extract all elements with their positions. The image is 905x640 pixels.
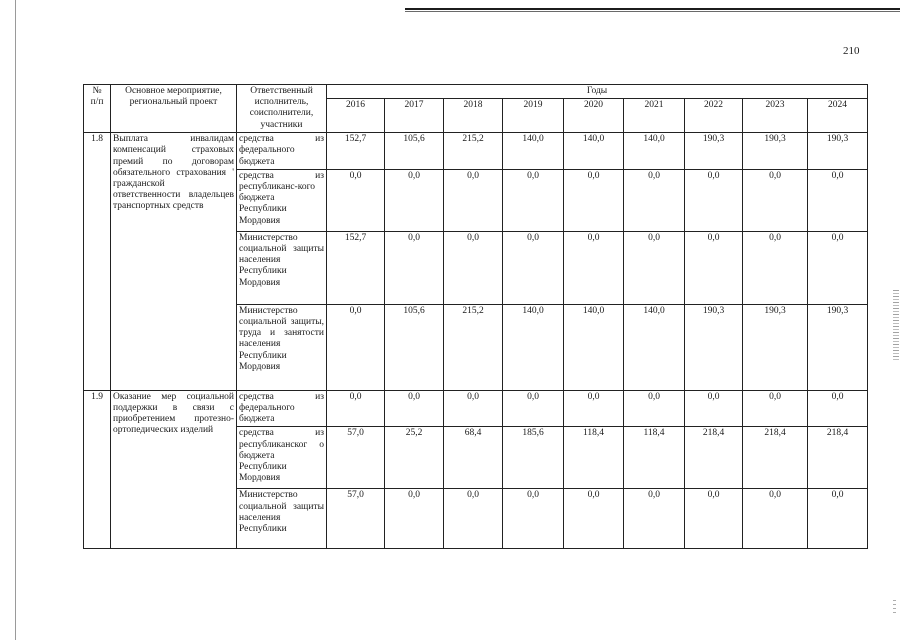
value-cell-2023: 190,3 bbox=[743, 133, 808, 170]
value-cell-2024: 0,0 bbox=[808, 390, 868, 427]
budget-table bbox=[83, 84, 868, 549]
header-num: № п/п bbox=[84, 85, 111, 133]
header-year-2024: 2024 bbox=[808, 99, 868, 133]
value-cell-2023: 0,0 bbox=[743, 231, 808, 304]
responsible-party: средства из федерального бюджета bbox=[237, 390, 327, 427]
value-cell-2019: 0,0 bbox=[503, 390, 564, 427]
value-cell-2021: 0,0 bbox=[624, 169, 685, 231]
value-cell-2017: 0,0 bbox=[385, 231, 444, 304]
value-cell-2023: 0,0 bbox=[743, 489, 808, 549]
value-cell-2021: 140,0 bbox=[624, 133, 685, 170]
value-cell-2016: 0,0 bbox=[327, 304, 385, 390]
value-cell-2018: 215,2 bbox=[444, 304, 503, 390]
value-cell-2022: 0,0 bbox=[685, 169, 743, 231]
header-year-2016: 2016 bbox=[327, 99, 385, 133]
page-number: 210 bbox=[843, 45, 860, 57]
value-cell-2024: 218,4 bbox=[808, 427, 868, 489]
value-cell-2018: 215,2 bbox=[444, 133, 503, 170]
value-cell-2017: 105,6 bbox=[385, 133, 444, 170]
header-activity: Основное мероприятие, региональный проект bbox=[111, 85, 237, 133]
table-row bbox=[84, 133, 868, 170]
value-cell-2022: 190,3 bbox=[685, 133, 743, 170]
table-header bbox=[84, 85, 868, 133]
value-cell-2021: 140,0 bbox=[624, 304, 685, 390]
header-year-2017: 2017 bbox=[385, 99, 444, 133]
value-cell-2024: 190,3 bbox=[808, 304, 868, 390]
header-year-2020: 2020 bbox=[564, 99, 624, 133]
value-cell-2020: 118,4 bbox=[564, 427, 624, 489]
value-cell-2021: 0,0 bbox=[624, 231, 685, 304]
value-cell-2020: 0,0 bbox=[564, 489, 624, 549]
value-cell-2023: 0,0 bbox=[743, 390, 808, 427]
value-cell-2024: 0,0 bbox=[808, 169, 868, 231]
value-cell-2019: 0,0 bbox=[503, 489, 564, 549]
value-cell-2020: 0,0 bbox=[564, 390, 624, 427]
responsible-party: средства из федерального бюджета bbox=[237, 133, 327, 170]
value-cell-2020: 140,0 bbox=[564, 304, 624, 390]
responsible-party: средства из республиканског о бюджета Республики Мордовия bbox=[237, 427, 327, 489]
activity-description: Оказание мер социальной поддержки в связи с приобретением протезно-ортопедических изделий bbox=[111, 390, 237, 549]
value-cell-2024: 0,0 bbox=[808, 489, 868, 549]
value-cell-2021: 0,0 bbox=[624, 489, 685, 549]
scan-border-left bbox=[15, 0, 16, 640]
value-cell-2023: 0,0 bbox=[743, 169, 808, 231]
responsible-party: Министерство социальной защиты, труда и занятости населения Республики Мордовия bbox=[237, 304, 327, 390]
value-cell-2019: 0,0 bbox=[503, 169, 564, 231]
value-cell-2017: 0,0 bbox=[385, 390, 444, 427]
section-number: 1.9 bbox=[84, 390, 111, 549]
value-cell-2018: 0,0 bbox=[444, 169, 503, 231]
value-cell-2022: 0,0 bbox=[685, 489, 743, 549]
responsible-party: средства из республиканс-кого бюджета Республики Мордовия bbox=[237, 169, 327, 231]
value-cell-2022: 190,3 bbox=[685, 304, 743, 390]
activity-description: Выплата инвалидам компенсаций страховых премий по договорам обязательного страхования ' гражданской ответственности владельцев транспортных средств bbox=[111, 133, 237, 391]
value-cell-2024: 0,0 bbox=[808, 231, 868, 304]
table-row bbox=[84, 390, 868, 427]
value-cell-2016: 57,0 bbox=[327, 489, 385, 549]
value-cell-2023: 218,4 bbox=[743, 427, 808, 489]
value-cell-2024: 190,3 bbox=[808, 133, 868, 170]
value-cell-2019: 140,0 bbox=[503, 133, 564, 170]
section-number: 1.8 bbox=[84, 133, 111, 391]
value-cell-2017: 105,6 bbox=[385, 304, 444, 390]
value-cell-2016: 0,0 bbox=[327, 390, 385, 427]
value-cell-2017: 0,0 bbox=[385, 169, 444, 231]
value-cell-2022: 218,4 bbox=[685, 427, 743, 489]
value-cell-2018: 0,0 bbox=[444, 231, 503, 304]
value-cell-2016: 0,0 bbox=[327, 169, 385, 231]
value-cell-2016: 152,7 bbox=[327, 133, 385, 170]
header-year-2018: 2018 bbox=[444, 99, 503, 133]
value-cell-2021: 118,4 bbox=[624, 427, 685, 489]
value-cell-2016: 152,7 bbox=[327, 231, 385, 304]
value-cell-2017: 25,2 bbox=[385, 427, 444, 489]
value-cell-2019: 140,0 bbox=[503, 304, 564, 390]
scan-noise-mark bbox=[893, 290, 899, 360]
value-cell-2020: 0,0 bbox=[564, 231, 624, 304]
responsible-party: Министерство социальной защиты населения Республики bbox=[237, 489, 327, 549]
header-responsible: Ответственный исполнитель, соисполнители, участники bbox=[237, 85, 327, 133]
scan-border-top-thin bbox=[405, 11, 900, 12]
value-cell-2020: 0,0 bbox=[564, 169, 624, 231]
value-cell-2018: 68,4 bbox=[444, 427, 503, 489]
header-year-2023: 2023 bbox=[743, 99, 808, 133]
value-cell-2016: 57,0 bbox=[327, 427, 385, 489]
value-cell-2022: 0,0 bbox=[685, 231, 743, 304]
table-body bbox=[84, 133, 868, 549]
value-cell-2017: 0,0 bbox=[385, 489, 444, 549]
value-cell-2021: 0,0 bbox=[624, 390, 685, 427]
value-cell-2020: 140,0 bbox=[564, 133, 624, 170]
header-year-2021: 2021 bbox=[624, 99, 685, 133]
responsible-party: Министерство социальной защиты населения Республики Мордовия bbox=[237, 231, 327, 304]
value-cell-2019: 0,0 bbox=[503, 231, 564, 304]
scan-noise-mark-bottom bbox=[893, 600, 896, 614]
value-cell-2023: 190,3 bbox=[743, 304, 808, 390]
value-cell-2022: 0,0 bbox=[685, 390, 743, 427]
value-cell-2018: 0,0 bbox=[444, 489, 503, 549]
header-year-2022: 2022 bbox=[685, 99, 743, 133]
scan-border-top bbox=[405, 8, 900, 10]
header-year-2019: 2019 bbox=[503, 99, 564, 133]
value-cell-2019: 185,6 bbox=[503, 427, 564, 489]
value-cell-2018: 0,0 bbox=[444, 390, 503, 427]
header-years-group: Годы bbox=[327, 85, 868, 99]
